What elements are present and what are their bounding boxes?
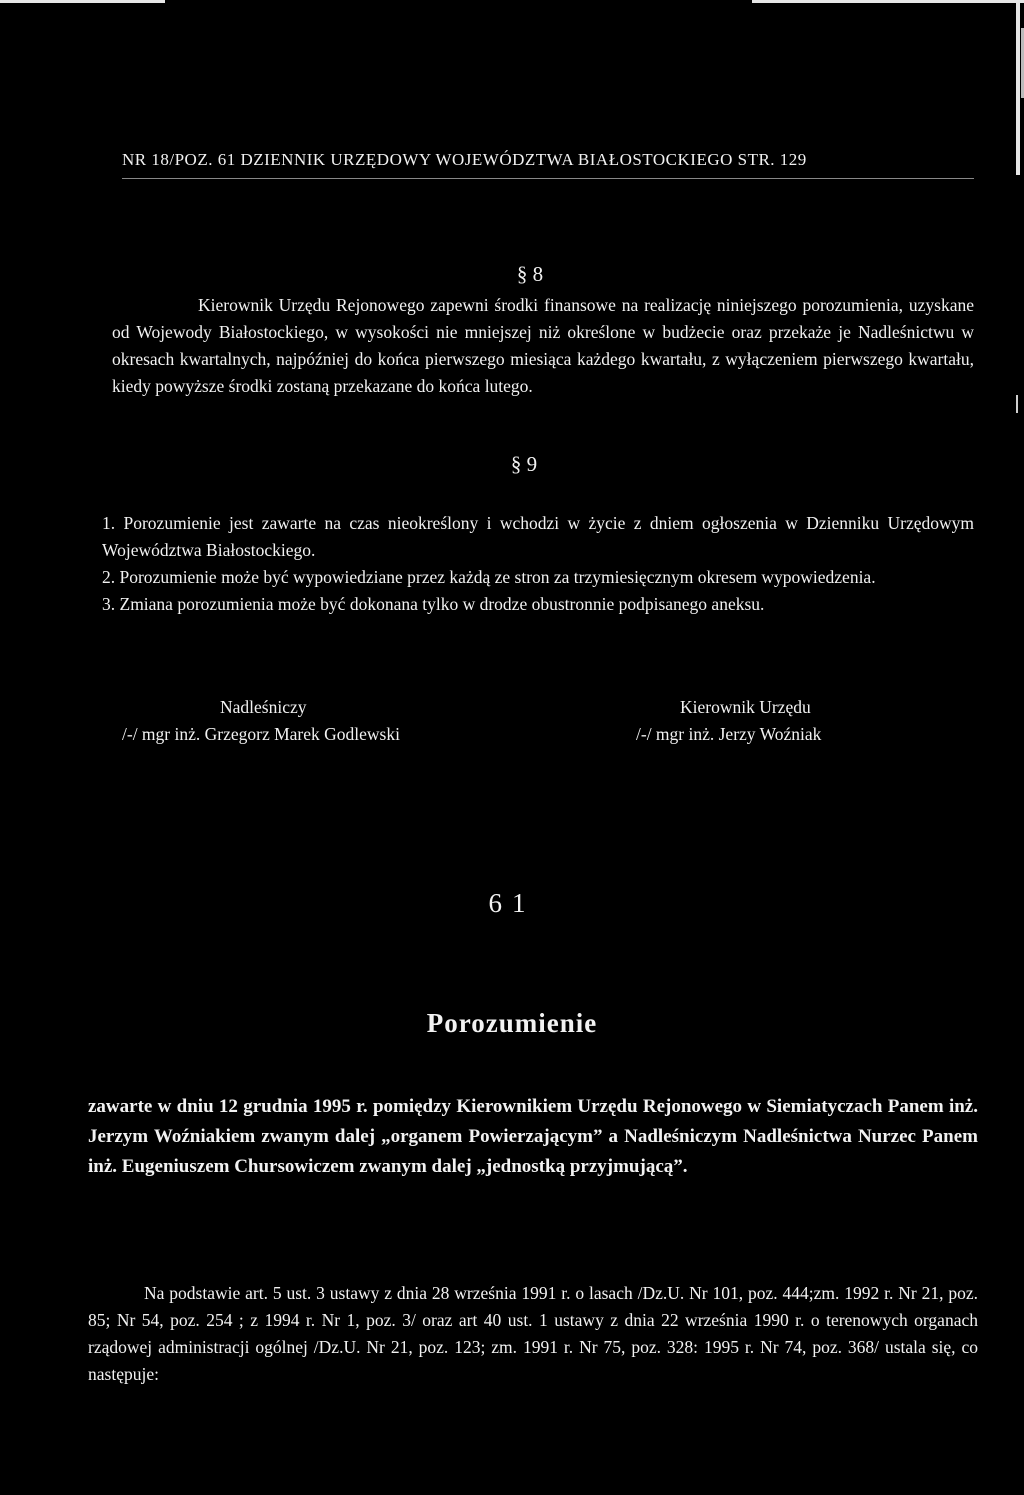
header-rule <box>122 178 974 179</box>
scan-edge-top-right <box>752 0 1024 3</box>
legal-basis <box>88 1280 978 1388</box>
section-9-item-2: 2. Porozumienie może być wypowiedziane przez każdą ze stron za trzymiesięcznym okresem wypowiedzenia. <box>102 567 876 587</box>
section-8-mark: § 8 <box>516 262 544 286</box>
section-9-list <box>102 510 974 618</box>
page-header: NR 18/POZ. 61 DZIENNIK URZĘDOWY WOJEWÓDZTWA BIAŁOSTOCKIEGO STR. 129 <box>122 150 807 169</box>
signature-right <box>636 694 1016 748</box>
scan-edge-tick <box>1016 395 1018 413</box>
document-intro: zawarte w dniu 12 grudnia 1995 r. pomiędzy Kierownikiem Urzędu Rejonowego w Siemiatyczach Panem inż. Jerzym Woźniakiem zwanym dalej „organem Powierzającym” a Nadleśniczym Nadleśnictwa Nurzec Panem inż. Eugeniuszem Chursowiczem zwanym dalej „jednostką przyjmującą”. <box>88 1096 978 1177</box>
section-8-text: Kierownik Urzędu Rejonowego zapewni środki finansowe na realizację niniejszego porozumienia, uzyskane od Wojewody Białostockiego, w wysokości nie mniejszej niż określone w budżecie oraz przekaże je Nadleśnictwu w okresach kwartalnych, najpóźniej do końca pierwszego miesiąca każdego kwartału, z wyłączeniem pierwszego kwartału, kiedy powyższe środki zostaną przekazane do końca lutego. <box>112 295 974 396</box>
signature-right-name: /-/ mgr inż. Jerzy Woźniak <box>636 724 822 744</box>
signature-right-title: Kierownik Urzędu <box>680 697 811 717</box>
section-9-item-3: 3. Zmiana porozumienia może być dokonana tylko w drodze obustronnie podpisanego aneksu. <box>102 594 765 614</box>
signature-left-title: Nadleśniczy <box>220 697 307 717</box>
document-number: 61 <box>488 888 536 918</box>
scan-edge-top-left <box>0 0 165 3</box>
scan-edge-right <box>1016 0 1020 175</box>
section-9-mark: § 9 <box>510 452 538 476</box>
signature-left <box>122 694 522 748</box>
legal-basis-text: Na podstawie art. 5 ust. 3 ustawy z dnia 28 września 1991 r. o lasach /Dz.U. Nr 101, poz. 444;zm. 1992 r. Nr 21, poz. 85; Nr 54, poz. 254 ; z 1994 r. Nr 1, poz. 3/ oraz art 40 ust. 1 ustawy z dnia 22 września 1990 r. o terenowych organach rządowej administracji ogólnej /Dz.U. Nr 21, poz. 123; zm. 1991 r. Nr 75, poz. 328: 1995 r. Nr 74, poz. 368/ ustala się, co następuje: <box>88 1283 978 1384</box>
document-title: Porozumienie <box>426 1008 598 1038</box>
signature-left-name: /-/ mgr inż. Grzegorz Marek Godlewski <box>122 724 400 744</box>
section-9-item-1: 1. Porozumienie jest zawarte na czas nieokreślony i wchodzi w życie z dniem ogłoszenia w Dzienniku Urzędowym Województwa Białostockiego. <box>102 513 974 560</box>
